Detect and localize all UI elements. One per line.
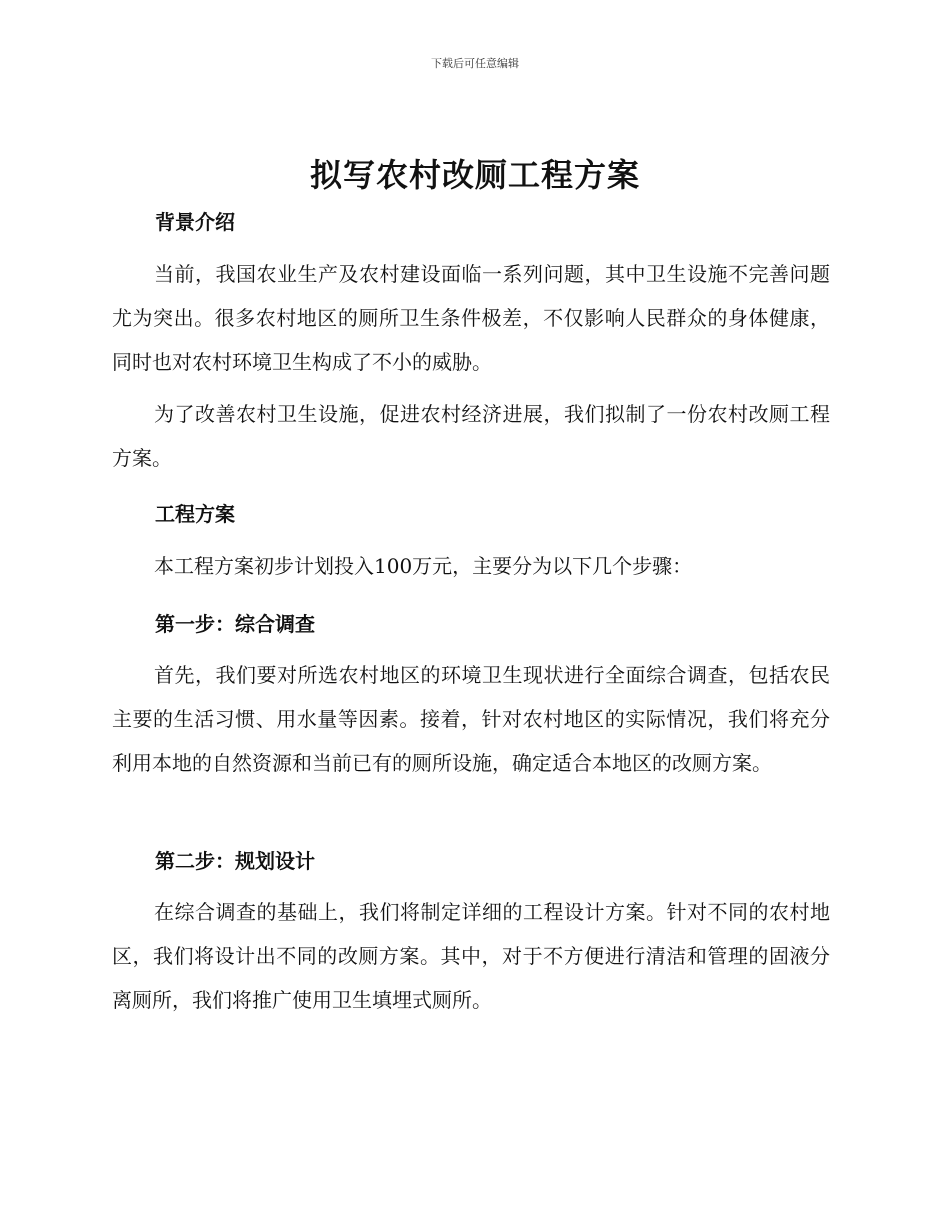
- header-note: 下载后可任意编辑: [431, 57, 519, 70]
- section-heading-plan: 工程方案: [155, 502, 235, 526]
- document-title: 拟写农村改厕工程方案: [309, 156, 640, 194]
- paragraph-step2-1: 在综合调查的基础上，我们将制定详细的工程设计方案。针对不同的农村地区，我们将设计出不同的改厕方案。其中，对于不方便进行清洁和管理的固液分离厕所，我们将推广使用卫生填埋式厕所。: [112, 900, 830, 1012]
- paragraph-step1-1: 首先，我们要对所选农村地区的环境卫生现状进行全面综合调查，包括农民主要的生活习惯、用水量等因素。接着，针对农村地区的实际情况，我们将充分利用本地的自然资源和当前已有的厕所设施，确定适合本地区的改厕方案。: [112, 663, 830, 775]
- section-heading-step2: 第二步：规划设计: [155, 849, 315, 873]
- paragraph-background-1: 当前，我国农业生产及农村建设面临一系列问题，其中卫生设施不完善问题尤为突出。很多农村地区的厕所卫生条件极差，不仅影响人民群众的身体健康，同时也对农村环境卫生构成了不小的威胁。: [112, 262, 830, 374]
- section-heading-background: 背景介绍: [155, 210, 235, 234]
- paragraph-plan-1: 本工程方案初步计划投入100万元，主要分为以下几个步骤：: [154, 554, 693, 578]
- section-heading-step1: 第一步：综合调查: [155, 612, 315, 636]
- paragraph-background-2: 为了改善农村卫生设施，促进农村经济进展，我们拟制了一份农村改厕工程方案。: [112, 402, 830, 470]
